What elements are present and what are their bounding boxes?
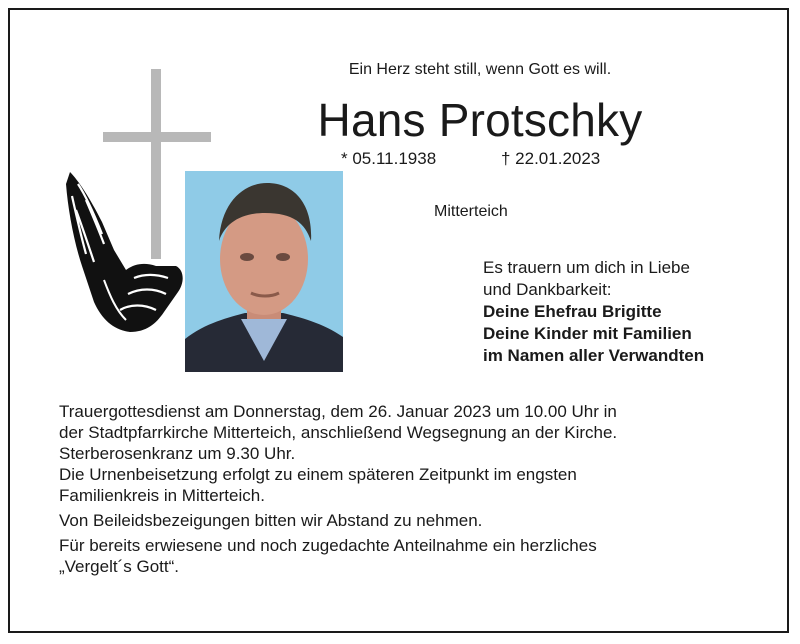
- mourners-intro-line1: Es trauern um dich in Liebe: [483, 258, 690, 277]
- thanks-line2: „Vergelt´s Gott“.: [59, 557, 179, 576]
- death-date: † 22.01.2023: [501, 149, 601, 168]
- service-line1: Trauergottesdienst am Donnerstag, dem 26. Januar 2023 um 10.00 Uhr in: [59, 402, 617, 421]
- mourner-relatives: im Namen aller Verwandten: [483, 346, 705, 365]
- birth-date: * 05.11.1938: [341, 149, 437, 168]
- hometown: Mitterteich: [434, 203, 508, 220]
- mourner-children: Deine Kinder mit Familien: [483, 324, 692, 343]
- deceased-name: Hans Protschky: [317, 94, 643, 146]
- condolence-note: Von Beileidsbezeigungen bitten wir Abstand zu nehmen.: [59, 511, 483, 530]
- thanks-line1: Für bereits erwiesene und noch zugedachte Anteilnahme ein herzliches: [59, 536, 597, 555]
- mourners-block: [483, 257, 704, 367]
- service-line5: Familienkreis in Mitterteich.: [59, 486, 265, 505]
- service-line4: Die Urnenbeisetzung erfolgt zu einem späteren Zeitpunkt im engsten: [59, 465, 577, 484]
- memorial-quote: Ein Herz steht still, wenn Gott es will.: [348, 61, 612, 78]
- mourner-spouse: Deine Ehefrau Brigitte: [483, 302, 662, 321]
- service-line2: der Stadtpfarrkirche Mitterteich, anschließend Wegsegnung an der Kirche.: [59, 423, 618, 442]
- mourners-intro-line2: und Dankbarkeit:: [483, 280, 612, 299]
- portrait-photo: [185, 171, 343, 372]
- service-line3: Sterberosenkranz um 9.30 Uhr.: [59, 444, 296, 463]
- service-details: [59, 401, 617, 581]
- praying-hands-icon: [64, 170, 186, 335]
